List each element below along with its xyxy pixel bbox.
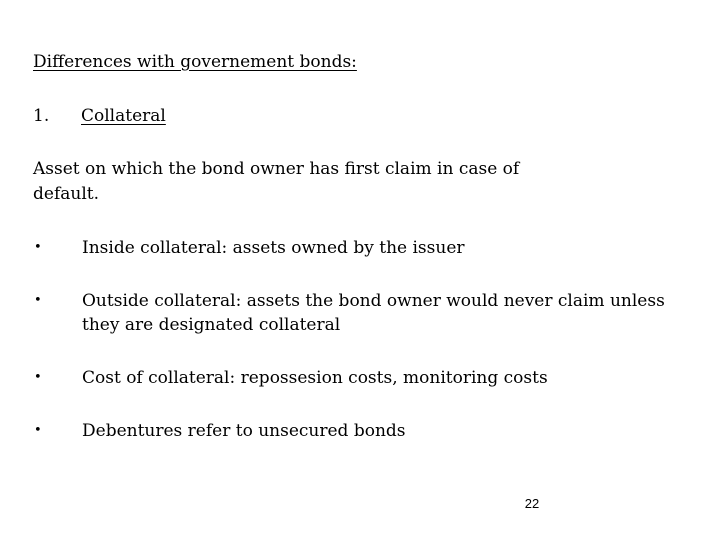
section-number: 1. [33,106,50,126]
bullet-text: Outside collateral: assets the bond owner would never claim unless they are designated collateral [82,291,665,335]
intro-paragraph: Asset on which the bond owner has first claim in case of default. [33,159,520,204]
bullet-text: Debentures refer to unsecured bonds [82,421,406,441]
bullet-icon: • [34,240,42,255]
bullet-icon: • [34,293,42,308]
section-title: Collateral [81,106,166,126]
slide-heading: Differences with governement bonds: [33,52,357,72]
bullet-icon: • [34,370,42,385]
bullet-text: Inside collateral: assets owned by the issuer [82,238,465,258]
bullet-item [33,236,673,260]
bullet-list [33,236,673,443]
bullet-item [33,289,673,337]
bullet-icon: • [34,423,42,438]
bullet-text: Cost of collateral: repossesion costs, monitoring costs [82,368,548,388]
page-number: 22 [524,496,540,511]
section-heading [33,104,166,128]
bullet-item [33,419,673,443]
bullet-item [33,366,673,390]
